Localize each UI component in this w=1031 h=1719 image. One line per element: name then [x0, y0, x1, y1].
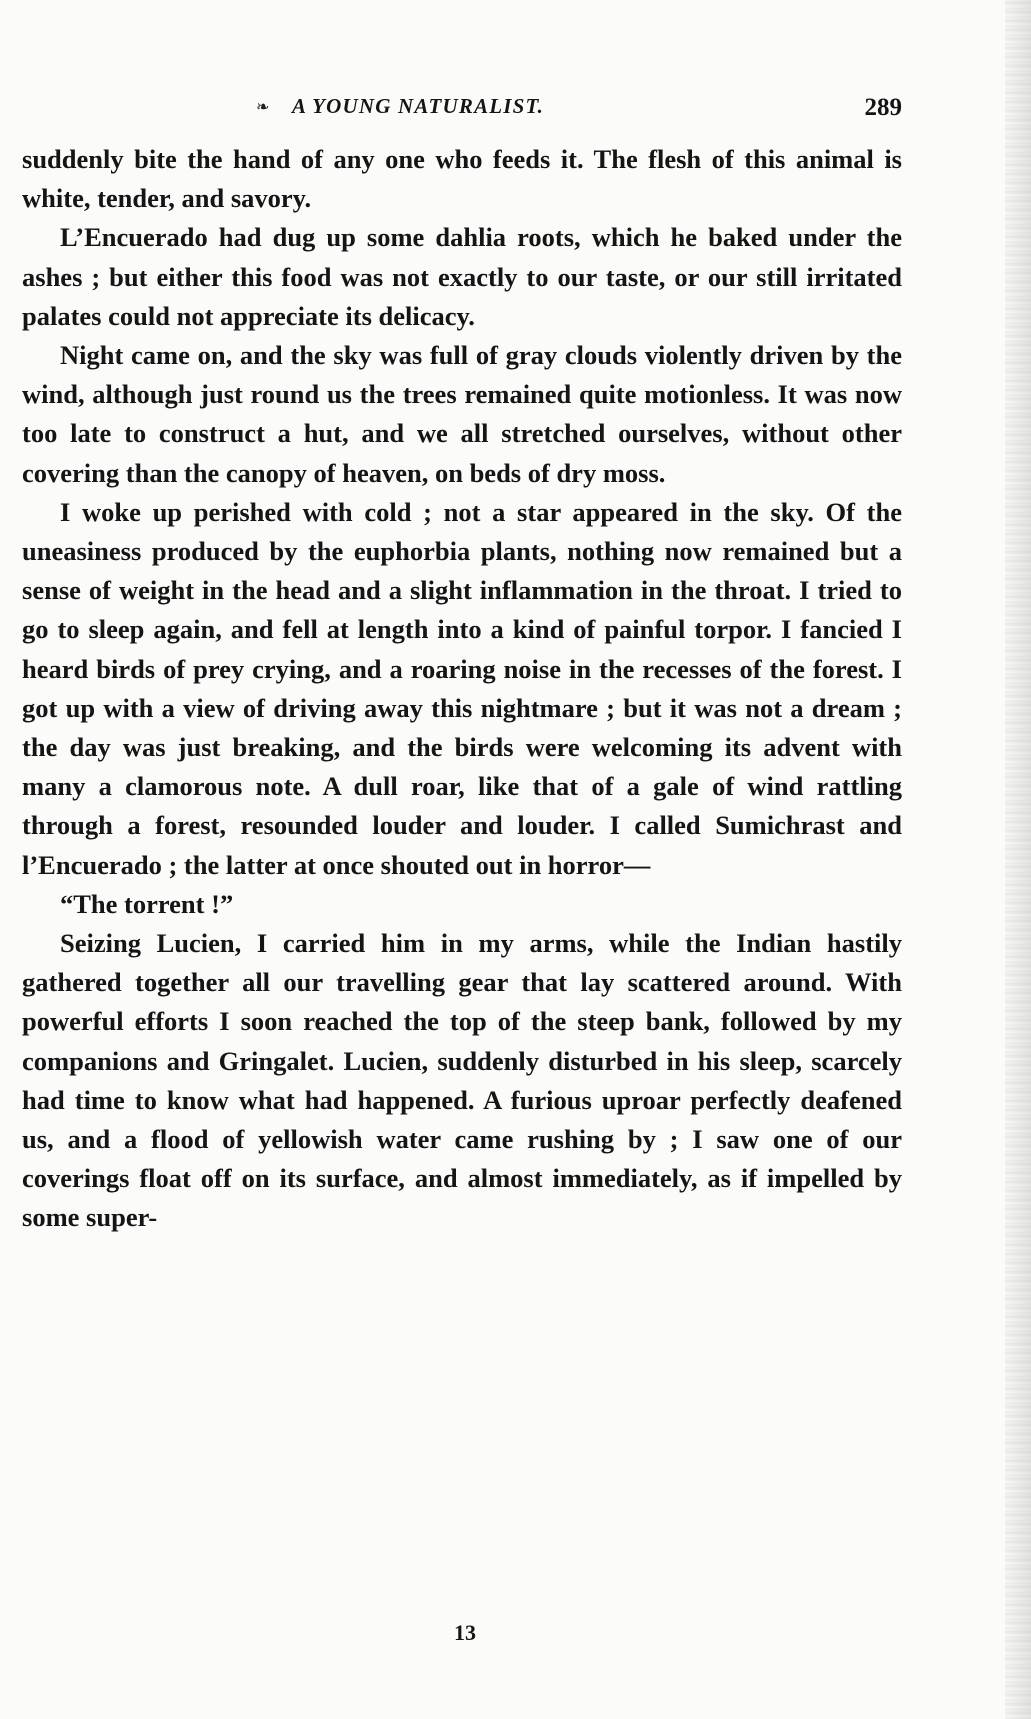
header-ornament-icon: ❧: [256, 97, 270, 116]
paragraph: Night came on, and the sky was full of gray clouds violently driven by the wind, although just round us the trees remained quite motionless. It was now too late to construct a hut, and we all stretched ourselves, without other covering than the canopy of heaven, on beds of dry moss.: [22, 340, 902, 488]
signature-mark: 13: [454, 1620, 476, 1645]
scan-edge-shadow: [1005, 0, 1031, 1719]
paragraph: I woke up perished with cold ; not a star appeared in the sky. Of the uneasiness produced by the euphorbia plants, nothing now remained but a sense of weight in the head and a slight inflammation in the throat. I tried to go to sleep again, and fell at length into a kind of painful torpor. I fancied I heard birds of prey crying, and a roaring noise in the recesses of the forest. I got up with a view of driving away this nightmare ; but it was not a dream ; the day was just breaking, and the birds were welcoming its advent with many a clamorous note. A dull roar, like that of a gale of wind rattling through a forest, resounded louder and louder. I called Sumichrast and l’Encuerado ; the latter at once shouted out in horror—: [22, 496, 902, 880]
body-text: [22, 140, 902, 1238]
dialogue-line: “The torrent !”: [60, 888, 234, 919]
paragraph: Seizing Lucien, I carried him in my arms, while the Indian hastily gathered together all our travelling gear that lay scattered around. With powerful efforts I soon reached the top of the steep bank, followed by my companions and Gringalet. Lucien, suddenly disturbed in his sleep, scarcely had time to know what had happened. A furious uproar perfectly deafened us, and a flood of yellowish water came rushing by ; I saw one of our coverings float off on its surface, and almost immediately, as if impelled by some super-: [22, 928, 902, 1233]
page-header: [22, 94, 902, 134]
page-number: 289: [864, 94, 902, 121]
paragraph: L’Encuerado had dug up some dahlia roots, which he baked under the ashes ; but either this food was not exactly to our taste, or our still irritated palates could not appreciate its delicacy.: [22, 222, 902, 331]
paragraph-continued: suddenly bite the hand of any one who feeds it. The flesh of this animal is white, tender, and savory.: [22, 144, 902, 214]
running-head: A YOUNG NATURALIST.: [292, 94, 545, 118]
